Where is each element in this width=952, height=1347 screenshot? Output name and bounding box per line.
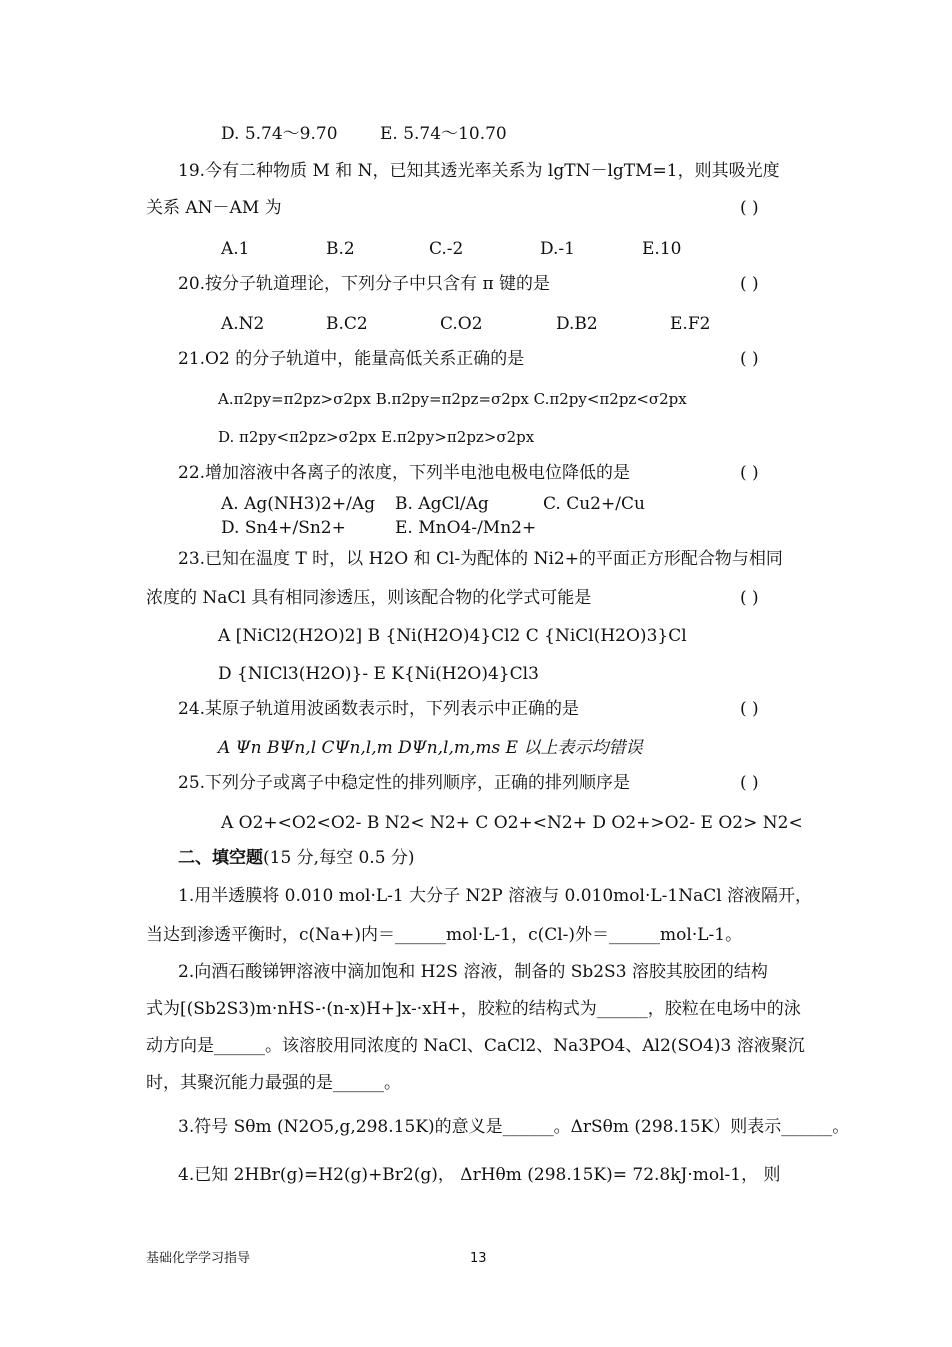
q20-answer-paren: ( ) — [740, 274, 759, 294]
fill1-line1: 1.用半透膜将 0.010 mol·L-1 大分子 N2P 溶液与 0.010mol·L-1NaCl 溶液隔开， — [178, 886, 813, 906]
fill2-line1: 2.向酒石酸锑钾溶液中滴加饱和 H2S 溶液，制备的 Sb2S3 溶胶其胶团的结构 — [178, 962, 768, 982]
q20-option-e: E.F2 — [670, 314, 711, 334]
section2-heading — [178, 847, 415, 869]
q20-option-c: C.O2 — [440, 314, 483, 334]
q23-options-row2: D {NICl3(H2O)}- E K{Ni(H2O)4}Cl3 — [218, 664, 539, 684]
fill2-line2: 式为[(Sb2S3)m·nHS-·(n-x)H+]x-·xH+，胶粒的结构式为______，胶粒在电场中的泳 — [146, 999, 801, 1019]
q21-options-row2: D. π2py<π2pz>σ2px E.π2py>π2pz>σ2px — [218, 428, 535, 446]
fill3-line: 3.符号 Sθm (N2O5,g,298.15K)的意义是______。ΔrSθm (298.15K）则表示______。 — [178, 1117, 850, 1137]
section2-note: (15 分,每空 0.5 分) — [263, 848, 415, 868]
q23-answer-paren: ( ) — [740, 588, 759, 608]
q22-option-e: E. MnO4-/Mn2+ — [395, 518, 537, 538]
fill4-line: 4.已知 2HBr(g)=H2(g)+Br2(g)， ΔrHθm (298.15K)= 72.8kJ·mol-1， 则 — [178, 1165, 781, 1185]
fill1-line2: 当达到渗透平衡时，c(Na+)内＝______mol·L-1，c(Cl-)外＝______mol·L-1。 — [146, 925, 743, 945]
q24-stem: 24.某原子轨道用波函数表示时，下列表示中正确的是 — [178, 699, 580, 719]
q18-option-e: E. 5.74～10.70 — [380, 124, 507, 144]
q24-options: A Ψn BΨn,l CΨn,l,m DΨn,l,m,ms E 以上表示均错误 — [218, 738, 643, 758]
q24-answer-paren: ( ) — [740, 699, 759, 719]
q21-answer-paren: ( ) — [740, 349, 759, 369]
q22-option-a: A. Ag(NH3)2+/Ag — [221, 494, 375, 514]
q22-stem: 22.增加溶液中各离子的浓度，下列半电池电极电位降低的是 — [178, 463, 631, 483]
q23-options-row1: A [NiCl2(H2O)2] B {Ni(H2O)4}Cl2 C {NiCl(H2O)3}Cl — [218, 626, 687, 646]
q20-option-b: B.C2 — [326, 314, 368, 334]
q18-option-d: D. 5.74～9.70 — [221, 124, 338, 144]
q25-answer-paren: ( ) — [740, 773, 759, 793]
q19-stem-line1: 19.今有二种物质 M 和 N，已知其透光率关系为 lgTN－lgTM=1，则其吸光度 — [178, 161, 780, 181]
q19-option-b: B.2 — [326, 239, 355, 259]
footer-book-title: 基础化学学习指导 — [146, 1251, 251, 1266]
q22-answer-paren: ( ) — [740, 463, 759, 483]
q20-option-d: D.B2 — [556, 314, 598, 334]
q23-stem-line1: 23.已知在温度 T 时，以 H2O 和 Cl-为配体的 Ni2+的平面正方形配合物与相同 — [178, 549, 783, 569]
q25-options: A O2+<O2<O2- B N2< N2+ C O2+<N2+ D O2+>O2- E O2> N2< — [221, 813, 803, 833]
q19-stem-line2: 关系 AN－AM 为 — [146, 198, 282, 218]
q21-stem: 21.O2 的分子轨道中，能量高低关系正确的是 — [178, 349, 525, 369]
q22-option-b: B. AgCl/Ag — [395, 494, 489, 514]
footer-page-number: 13 — [470, 1251, 487, 1266]
section2-title: 二、填空题 — [178, 848, 263, 868]
q22-option-c: C. Cu2+/Cu — [543, 494, 645, 514]
q20-stem: 20.按分子轨道理论，下列分子中只含有 π 键的是 — [178, 274, 551, 294]
q19-option-a: A.1 — [221, 239, 250, 259]
q19-option-e: E.10 — [642, 239, 682, 259]
q19-answer-paren: ( ) — [740, 198, 759, 218]
fill2-line4: 时，其聚沉能力最强的是______。 — [146, 1073, 401, 1093]
fill2-line3: 动方向是______。该溶胶用同浓度的 NaCl、CaCl2、Na3PO4、Al2(SO4)3 溶液聚沉 — [146, 1036, 805, 1056]
q23-stem-line2: 浓度的 NaCl 具有相同渗透压，则该配合物的化学式可能是 — [146, 588, 592, 608]
q19-option-c: C.-2 — [429, 239, 464, 259]
q25-stem: 25.下列分子或离子中稳定性的排列顺序，正确的排列顺序是 — [178, 773, 631, 793]
q19-option-d: D.-1 — [540, 239, 575, 259]
q20-option-a: A.N2 — [221, 314, 265, 334]
q22-option-d: D. Sn4+/Sn2+ — [221, 518, 346, 538]
q21-options-row1: A.π2py=π2pz>σ2px B.π2py=π2pz=σ2px C.π2py<π2pz<σ2px — [218, 390, 687, 408]
